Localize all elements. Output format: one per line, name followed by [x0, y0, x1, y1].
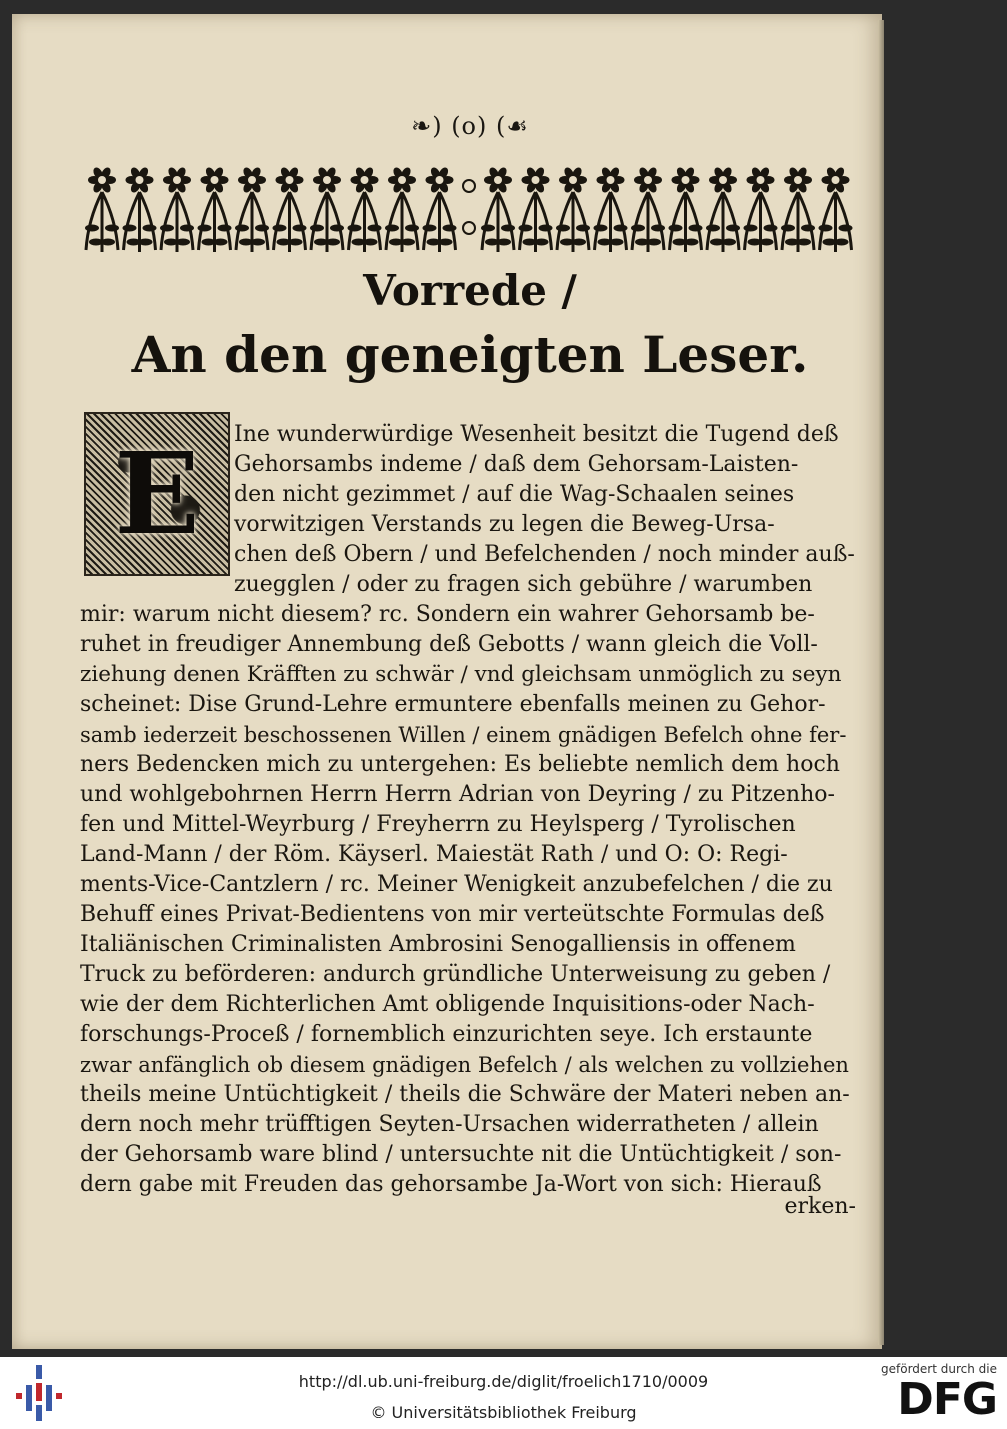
body-line	[80, 960, 856, 990]
body-line	[80, 900, 856, 930]
body-line-text: theils meine Untüchtigkeit / theils die Schwäre der Materi neben an-	[80, 1082, 850, 1107]
flower-motif	[556, 166, 590, 252]
flower-motif	[481, 166, 515, 252]
body-line-text: fen und Mittel-Weyrburg / Freyherrn zu Heylsperg / Tyrolischen	[80, 812, 796, 837]
body-line	[234, 570, 856, 600]
body-line-text: samb iederzeit beschossenen Willen / einem gnädigen Befelch ohne fer-	[80, 723, 847, 747]
body-line-text: chen deß Obern / und Befelchenden / noch minder auß-	[234, 542, 855, 567]
body-line-text: ments-Vice-Cantzlern / rc. Meiner Wenigkeit anzubefelchen / die zu	[80, 872, 833, 897]
body-line-text: scheinet: Dise Grund-Lehre ermuntere ebenfalls meinen zu Gehor-	[80, 692, 826, 717]
flower-motif	[198, 166, 232, 252]
body-line-text: zwar anfänglich ob diesem gnädigen Befelch / als welchen zu vollziehen	[80, 1053, 849, 1077]
copyright-notice: © Universitätsbibliothek Freiburg	[370, 1403, 637, 1422]
body-line-text: ziehung denen Kräfften zu schwär / vnd gleichsam unmöglich zu seyn	[80, 662, 842, 687]
permalink-url[interactable]: http://dl.ub.uni-freiburg.de/diglit/froelich1710/0009	[298, 1372, 709, 1391]
body-line-text: ruhet in freudiger Annembung deß Gebotts / wann gleich die Voll-	[80, 632, 818, 657]
body-line	[80, 780, 856, 810]
flower-motif	[123, 166, 157, 252]
body-line-text: forschungs-Proceß / fornemblich einzurichten seye. Ich erstaunte	[80, 1022, 813, 1047]
ornament-center-ring-top	[463, 180, 475, 192]
flower-motif	[819, 166, 853, 252]
body-line	[80, 750, 856, 780]
body-line	[80, 870, 856, 900]
body-line	[80, 1020, 856, 1050]
body-line	[234, 510, 856, 540]
decorated-initial-e	[84, 412, 230, 576]
body-line	[80, 630, 856, 660]
body-line	[80, 1050, 856, 1080]
body-line	[80, 1140, 856, 1170]
flower-motif	[706, 166, 740, 252]
body-line-text: Land-Mann / der Röm. Käyserl. Maiestät Rath / und O: O: Regi-	[80, 842, 788, 867]
flower-motif	[235, 166, 269, 252]
body-line-text: Gehorsambs indeme / daß dem Gehorsam-Laisten-	[234, 452, 799, 477]
flower-motif	[385, 166, 419, 252]
subheading-an-den-leser: An den geneigten Leser.	[131, 325, 809, 384]
flower-motif	[781, 166, 815, 252]
flower-motif	[594, 166, 628, 252]
flower-motif	[423, 166, 457, 252]
body-line-text: den nicht gezimmet / auf die Wag-Schaalen seines	[234, 482, 795, 507]
body-line	[234, 450, 856, 480]
ornament-center-ring-bottom	[463, 222, 475, 234]
flower-motif	[348, 166, 382, 252]
flower-motif	[310, 166, 344, 252]
page-number: ❧) (o) (☙	[411, 112, 529, 140]
body-line	[80, 660, 856, 690]
dfg-logo: DFG	[897, 1374, 997, 1425]
body-line	[80, 990, 856, 1020]
flower-motif	[631, 166, 665, 252]
floral-ornament-flowers	[85, 166, 853, 252]
body-line	[234, 540, 856, 570]
flower-motif	[160, 166, 194, 252]
dfg-caption: gefördert durch die	[881, 1362, 997, 1376]
body-line	[80, 1080, 856, 1110]
body-line-text: wie der dem Richterlichen Amt obligende Inquisitions-oder Nach-	[80, 992, 815, 1017]
body-line-text: und wohlgebohrnen Herrn Herrn Adrian von Deyring / zu Pitzenho-	[80, 782, 835, 807]
body-line	[80, 1110, 856, 1140]
body-line-text: Italiänischen Criminalisten Ambrosini Senogalliensis in offenem	[80, 932, 796, 957]
flower-motif	[669, 166, 703, 252]
body-line	[80, 690, 856, 720]
body-line	[80, 930, 856, 960]
catchword-line	[80, 1192, 856, 1222]
initial-letter: E	[114, 428, 200, 560]
body-line-text: der Gehorsamb ware blind / untersuchte nit die Untüchtigkeit / son-	[80, 1142, 842, 1167]
floral-ornament-band	[78, 150, 860, 255]
body-line-text: zuegglen / oder zu fragen sich gebühre / warumben	[234, 572, 813, 597]
body-line-text: vorwitzigen Verstands zu legen die Beweg-Ursa-	[234, 512, 775, 537]
body-line-text: Ine wunderwürdige Wesenheit besitzt die Tugend deß	[234, 422, 839, 447]
heading-vorrede: Vorrede /	[363, 266, 577, 315]
body-line-text: dern noch mehr trüfftigen Seyten-Ursachen widerratheten / allein	[80, 1112, 819, 1137]
flower-motif	[744, 166, 778, 252]
flower-motif	[85, 166, 119, 252]
body-line-text: ners Bedencken mich zu untergehen: Es beliebte nemlich dem hoch	[80, 752, 840, 777]
body-line-text: mir: warum nicht diesem? rc. Sondern ein wahrer Gehorsamb be-	[80, 602, 815, 627]
body-line	[234, 420, 856, 450]
flower-motif	[273, 166, 307, 252]
page-edge	[878, 20, 884, 1345]
catchword: erken-	[784, 1194, 856, 1219]
body-line	[80, 810, 856, 840]
body-line	[80, 600, 856, 630]
body-line	[80, 840, 856, 870]
body-line-text: Truck zu beförderen: andurch gründliche Unterweisung zu geben /	[80, 962, 831, 987]
body-line	[80, 720, 856, 750]
flower-motif	[519, 166, 553, 252]
body-line-text: Behuff eines Privat-Bedientens von mir verteütschte Formulas deß	[80, 902, 825, 927]
body-line	[234, 480, 856, 510]
body-line-text: dern gabe mit Freuden das gehorsambe Ja-Wort von sich: Hierauß	[80, 1172, 822, 1197]
